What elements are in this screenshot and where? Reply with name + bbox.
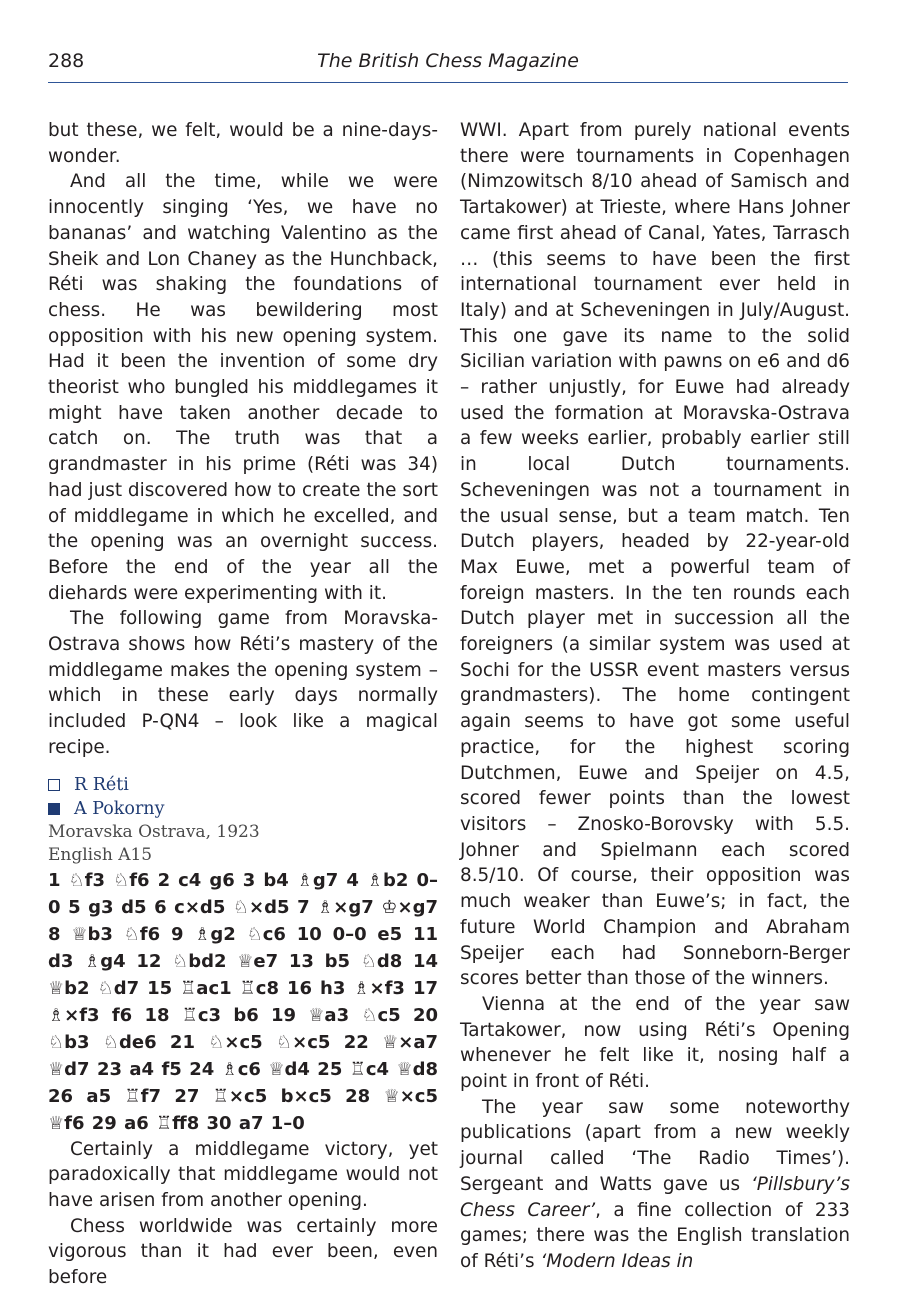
running-title: The British Chess Magazine	[317, 50, 579, 72]
white-square-icon	[48, 779, 60, 791]
game-event: Moravska Ostrava, 1923	[48, 821, 260, 842]
book-title: ‘Pillsbury’s Chess Career’	[460, 1173, 850, 1221]
paragraph-text: The year saw some noteworthy publications (apart from a new weekly journal called ‘The Radio Times’). Sergeant and Watts gave us	[460, 1096, 850, 1195]
black-player-name: A Pokorny	[74, 798, 165, 819]
right-column	[460, 118, 850, 1275]
paragraph-text: , a fine collection of 233 games; there was the English translation of Réti’s	[460, 1199, 851, 1272]
book-title: ‘Modern Ideas in	[540, 1250, 694, 1272]
paragraph: Chess worldwide was certainly more vigorous than it had ever been, even before	[48, 1215, 438, 1289]
black-square-icon	[48, 803, 60, 815]
left-column	[48, 118, 438, 1291]
game-header	[48, 773, 438, 867]
game-opening: English A15	[48, 844, 153, 865]
paragraph: The following game from Moravska-Ostrava shows how Réti’s mastery of the middlegame makes the opening system – which in these early days normally included P-QN4 – look like a magical recipe.	[48, 608, 438, 758]
page-header	[48, 48, 848, 83]
white-player-name: R Réti	[74, 774, 129, 795]
page-number: 288	[48, 50, 85, 72]
paragraph: but these, we felt, would be a nine-days-wonder.	[48, 120, 438, 167]
white-player	[48, 773, 438, 797]
game-moves: 1 ♘f3 ♘f6 2 c4 g6 3 b4 ♗g7 4 ♗b2 0–0 5 g3 d5 6 c×d5 ♘×d5 7 ♗×g7 ♔×g7 8 ♕b3 ♘f6 9 ♗g2 ♘c6 10 0–0 e5 11 d3 ♗g4 12 ♘bd2 ♕e7 13 b5 ♘d8 14 ♕b2 ♘d7 15 ♖ac1 ♖c8 16 h3 ♗×f3 17 ♗×f3 f6 18 ♖c3 b6 19 ♕a3 ♘c5 20 ♘b3 ♘de6 21 ♘×c5 ♘×c5 22 ♕×a7 ♕d7 23 a4 f5 24 ♗c6 ♕d4 25 ♖c4 ♕d8 26 a5 ♖f7 27 ♖×c5 b×c5 28 ♕×c5 ♕f6 29 a6 ♖ff8 30 a7 1–0	[48, 869, 438, 1134]
black-player	[48, 797, 438, 821]
paragraph: Vienna at the end of the year saw Tartakower, now using Réti’s Opening whenever he felt like it, nosing half a point in front of Réti.	[460, 993, 850, 1093]
paragraph: WWI. Apart from purely national events there were tournaments in Copenhagen (Nimzowitsch 8/10 ahead of Samisch and Tartakower) at Trieste, where Hans Johner came first ahead of Canal, Yates, Tarrasch … (this seems to have been the first international tournament ever held in Italy) and at Scheveningen in July/August. This one gave its name to the solid Sicilian variation with pawns on e6 and d6 – rather unjustly, for Euwe had already used the formation at Moravska-Ostrava a few weeks earlier, probably earlier still in local Dutch tournaments. Scheveningen was not a tournament in the usual sense, but a team match. Ten Dutch players, headed by 22-year-old Max Euwe, met a powerful team of foreign masters. In the ten rounds each Dutch player met in succession all the foreigners (a similar system was used at Sochi for the USSR event masters versus grandmasters). The home contingent again seems to have got some useful practice, for the highest scoring Dutchmen, Euwe and Speijer on 4.5, scored fewer points than the lowest visitors – Znosko-Borovsky with 5.5. Johner and Spielmann each scored 8.5/10. Of course, their opposition was much weaker than Euwe’s; in fact, the future World Champion and Abraham Speijer each had Sonneborn-Berger scores better than those of the winners.	[460, 120, 850, 990]
paragraph: And all the time, while we were innocently singing ‘Yes, we have no bananas’ and watching Valentino as the Sheik and Lon Chaney as the Hunchback, Réti was shaking the foundations of chess. He was bewildering most opposition with his new opening system. Had it been the invention of some dry theorist who bungled his middlegames it might have taken another decade to catch on. The truth was that a grandmaster in his prime (Réti was 34) had just discovered how to create the sort of middlegame in which he excelled, and the opening was an overnight success. Before the end of the year all the diehards were experimenting with it.	[48, 171, 438, 604]
paragraph: Certainly a middlegame victory, yet paradoxically that middlegame would not have arisen from another opening.	[48, 1138, 438, 1211]
paragraph	[460, 1095, 850, 1275]
